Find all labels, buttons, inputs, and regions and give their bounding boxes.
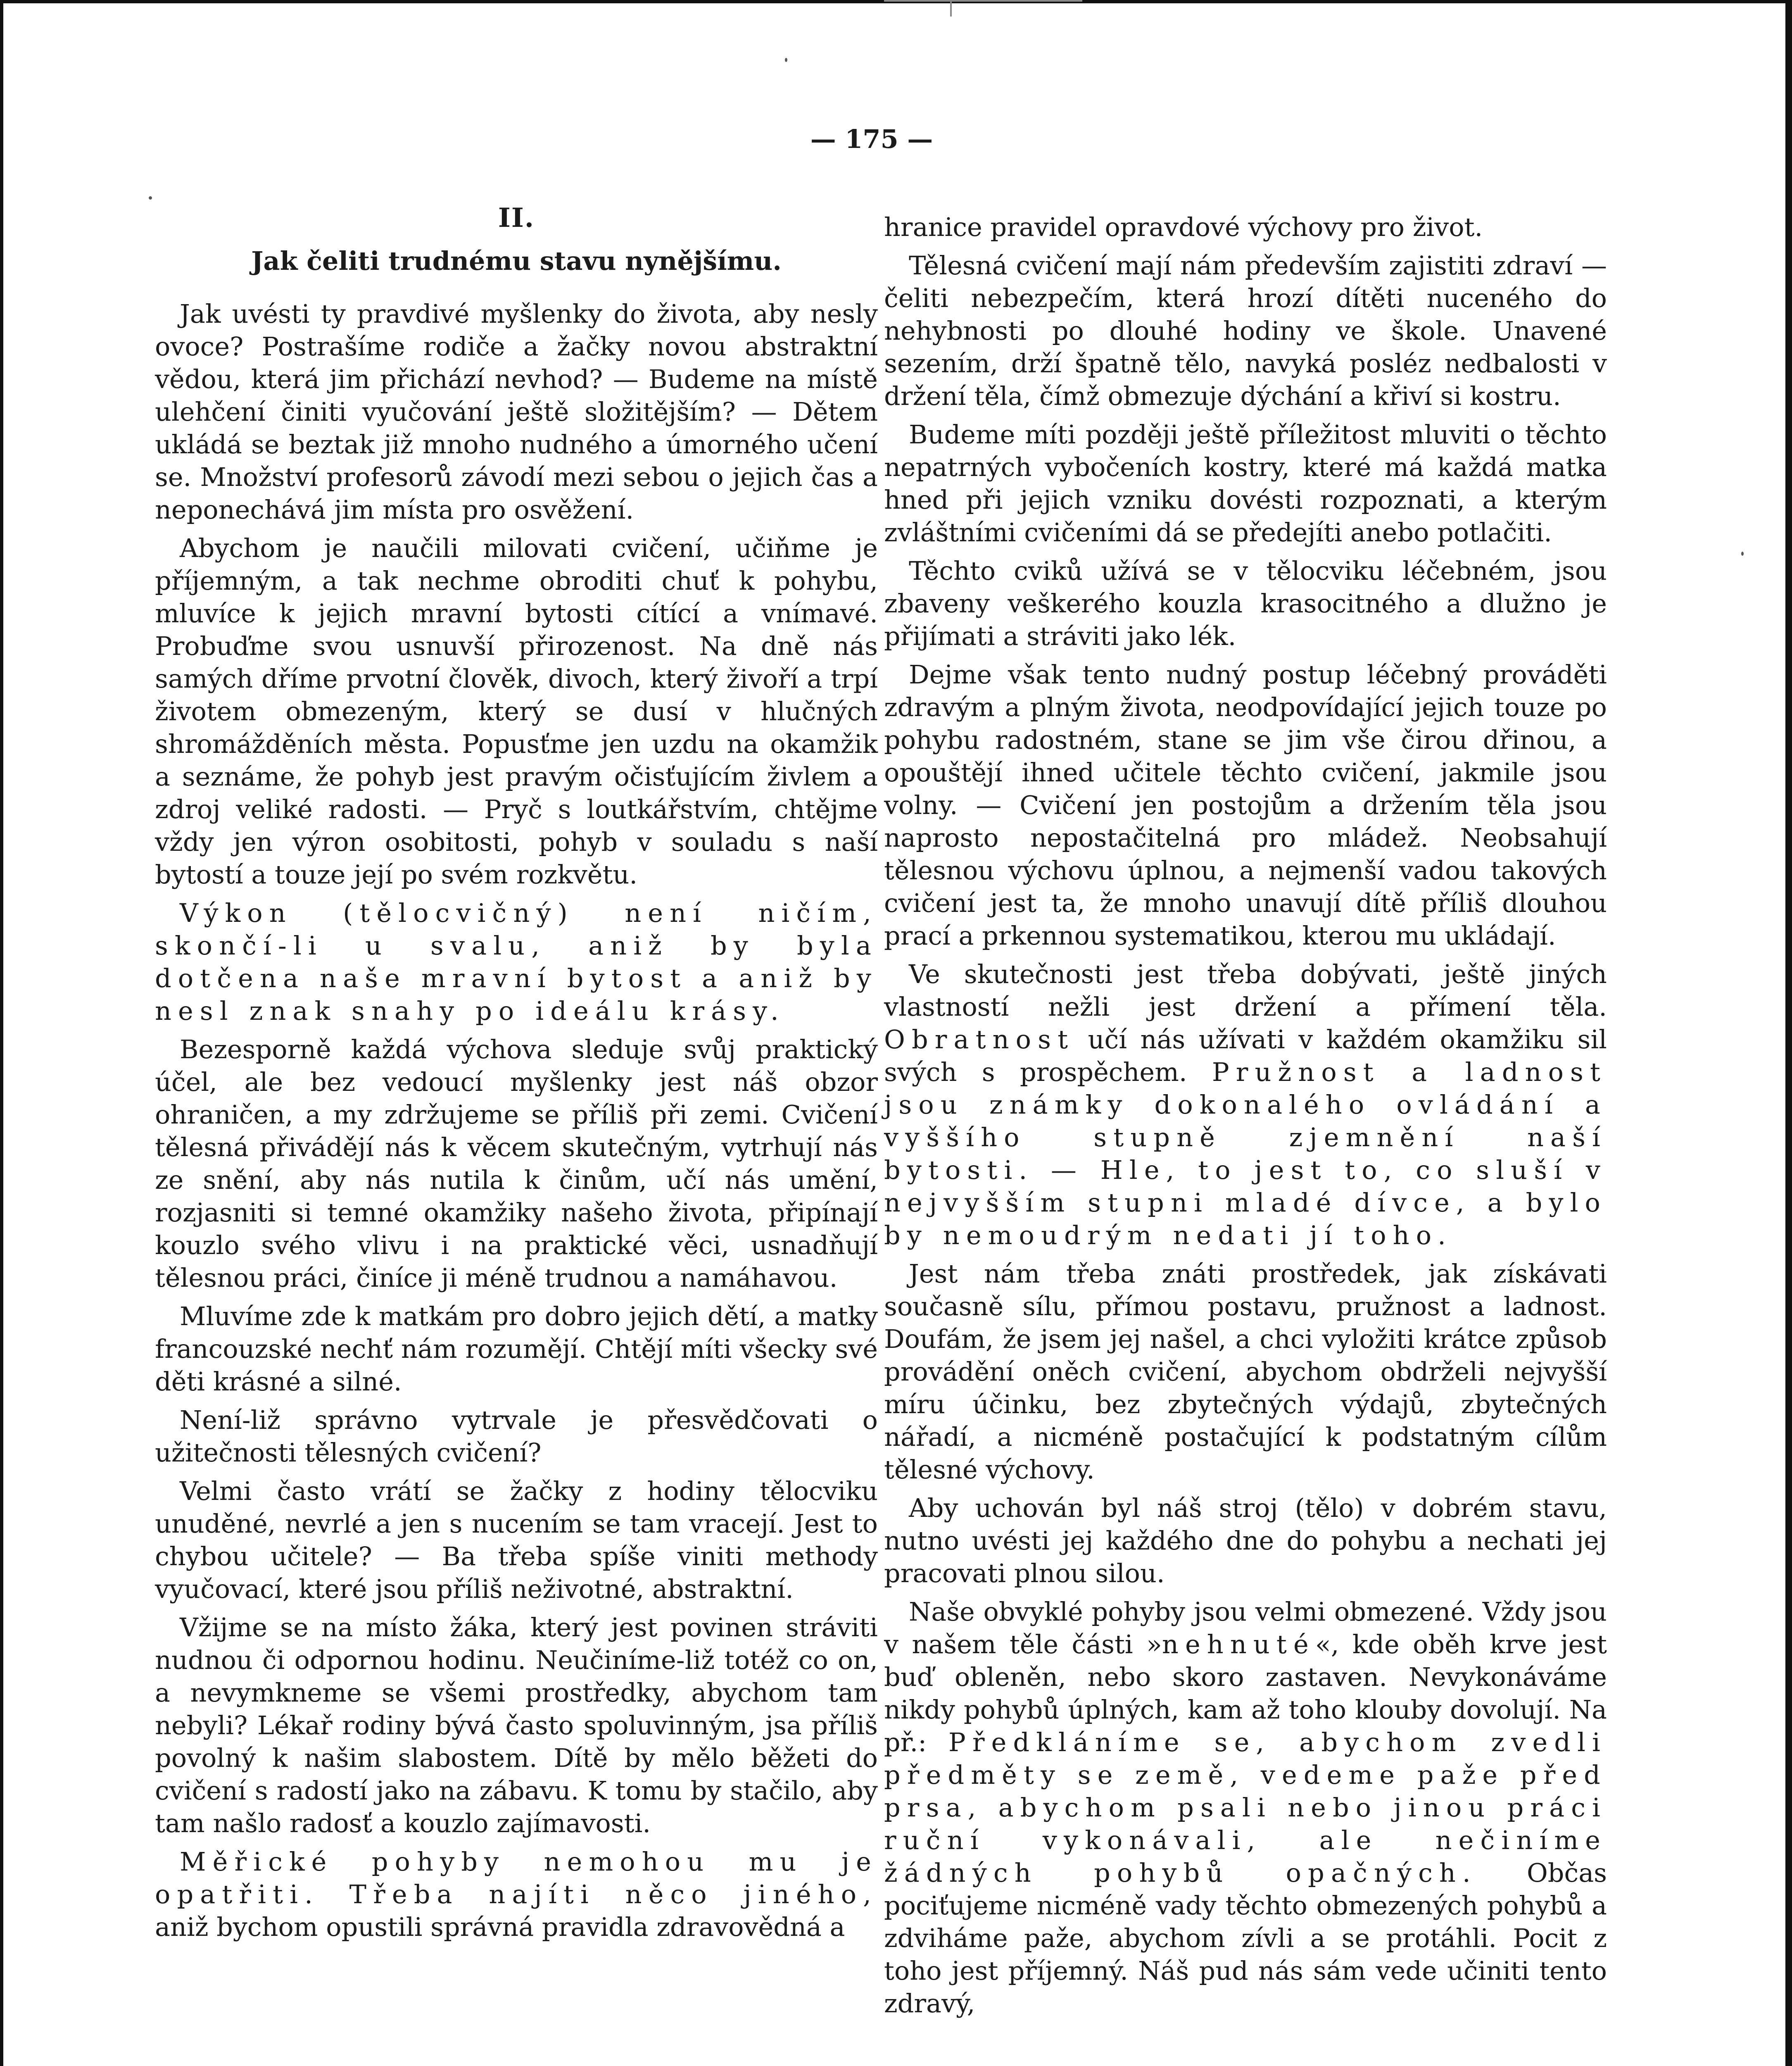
paragraph: Dejme však tento nudný postup léčebný prováděti zdravým a plným života, neodpovídající jejich touze po pohybu radostném, stane se jim vše čirou dřinou, a opouštějí ihned učitele těchto cvičení, jakmile jsou volny. — Cvičení jen postojům a držením těla jsou naprosto nepostačitelná pro mládež. Neobsahují tělesnou výchovu úplnou, a nejmenší vadou takových cvičení jest ta, že mnoho unavují dítě příliš dlouhou prací a prkennou systematikou, kterou mu ukládají. xyxy=(884,659,1607,951)
spaced-text: nehnuté xyxy=(1162,1629,1315,1659)
text: Naše obvyklé pohyby jsou velmi obmezené. Vždy jsou v našem těle části » xyxy=(884,1597,1607,1659)
paragraph: Tělesná cvičení mají nám především zajistiti zdraví — čeliti nebezpečím, která hrozí dítěti nuceného do nehybnosti po dlouhé hodiny ve škole. Unavené sezením, drží špatně tělo, navyká posléz nedbalosti v držení těla, čímž obmezuje dýchání a křiví si kostru. xyxy=(884,250,1607,411)
paragraph xyxy=(884,1595,1607,2020)
text: aniž bychom opustili správná pravidla zdravovědná a xyxy=(155,1912,845,1942)
spaced-text: Předkláníme se, abychom zvedli předměty se země, vedeme paže před prsa, abychom psali nebo jinou práci ruční vykonávali, ale nečiníme žádných pohybů opačných. xyxy=(884,1727,1607,1888)
dust-speck xyxy=(1741,552,1744,556)
spaced-text: Měřické pohyby nemohou mu je opatřiti. Třeba najíti něco jiného, xyxy=(155,1847,878,1909)
paragraph: Těchto cviků užívá se v tělocviku léčebném, jsou zbaveny veškerého kouzla krasocitného a dlužno je přijímati a stráviti jako lék. xyxy=(884,556,1607,651)
right-column xyxy=(884,211,1607,2026)
paragraph: Mluvíme zde k matkám pro dobro jejich dětí, a matky francouzské nechť nám rozumějí. Chtějí míti všecky své děti krásné a silné. xyxy=(155,1301,878,1397)
scan-mark-top-tick xyxy=(950,0,952,17)
spaced-text: Pružnost a ladnost jsou známky dokonalého ovládání a vyššího stupně zjemnění naší bytosti. — Hle, to jest to, co sluší v nejvyšším stupni mladé dívce, a bylo by nemoudrým nedati jí toho. xyxy=(884,1057,1607,1250)
text: učí nás užívati v každém okamžiku sil svých s prospěchem. xyxy=(884,1024,1607,1087)
page-number: — 175 — xyxy=(810,124,933,154)
paragraph: Bezesporně každá výchova sleduje svůj praktický účel, ale bez vedoucí myšlenky jest náš obzor ohraničen, a my zdržujeme se příliš při zemi. Cvičení tělesná přivádějí nás k věcem skutečným, vytrhují nás ze snění, aby nás nutila k činům, učí nás umění, rozjasniti si temné okamžiky našeho života, připínají kouzlo svého vlivu i na praktické věci, usnadňují tělesnou práci, činíce ji méně trudnou a namáhavou. xyxy=(155,1034,878,1293)
text: «, kde oběh krve jest buď obleněn, nebo skoro zastaven. Nevykonáváme nikdy pohybů úplných, kam až toho klouby dovolují. Na př.: xyxy=(884,1629,1607,1757)
paragraph: Abychom je naučili milovati cvičení, učiňme je příjemným, a tak nechme obroditi chuť k pohybu, mluvíce k jejich mravní bytosti cítící a vnímavé. Probuďme svou usnuvší přirozenost. Na dně nás samých dříme prvotní člověk, divoch, který živoří a trpí životem obmezeným, který se dusí v hlučných shromážděních města. Popusťme jen uzdu na okamžik a seznáme, že pohyb jest pravým očisťujícím živlem a zdroj veliké radosti. — Pryč s loutkářstvím, chtějme vždy jen výron osobitosti, pohyb v souladu s naší bytostí a touze její po svém rozkvětu. xyxy=(155,533,878,890)
paragraph xyxy=(884,958,1607,1252)
paragraph: Budeme míti později ještě příležitost mluviti o těchto nepatrných vybočeních kostry, které má každá matka hned při jejich vzniku dovésti rozpoznati, a kterým zvláštními cvičeními dá se předejíti anebo potlačiti. xyxy=(884,419,1607,547)
paragraph: Vžijme se na místo žáka, který jest povinen stráviti nudnou či odpornou hodinu. Neučinímе-liž totéž co on, a nevymkneme se všemi prostředky, abychom tam nebyli? Lékař rodiny bývá často spoluvinným, jsa příliš povolný k našim slabostem. Dítě by mělo běžeti do cvičení s radostí jako na zábavu. K tomu by stačilo, aby tam našlo radosť a kouzlo zajímavosti. xyxy=(155,1612,878,1838)
text: Občas pociťujeme nicméně vady těchto obmezených pohybů a zdviháme paže, abychom zívli a se protáhli. Pocit z toho jest příjemný. Náš pud nás sám vede učiniti tento zdravý, xyxy=(884,1858,1607,2018)
paragraph: Jak uvésti ty pravdivé myšlenky do života, aby nesly ovoce? Postrašíme rodiče a žačky novou abstraktní vědou, která jim přichází nevhod? — Budeme na místě ulehčení činiti vyučování ještě složitějším? — Dětem ukládá se beztak již mnoho nudného a úmorného učení se. Množství profesorů závodí mezi sebou o jejich čas a neponechává jim místa pro osvěžení. xyxy=(155,299,878,525)
paragraph: Velmi často vrátí se žačky z hodiny tělocviku unuděné, nevrlé a jen s nucením se tam vracejí. Jest to chybou učitele? — Ba třeba spíše viniti methody vyučovací, které jsou příliš neživotné, abstraktní. xyxy=(155,1476,878,1604)
paragraph: Není-liž správno vytrvale je přesvědčovati o užitečnosti tělesných cvičení? xyxy=(155,1405,878,1468)
text: Ve skutečnosti jest třeba dobývati, ještě jiných vlastností nežli jest držení a přímení těla. xyxy=(884,959,1607,1022)
spaced-text: Obratnost xyxy=(884,1024,1075,1054)
paragraph xyxy=(155,1845,878,1943)
scan-frame-right xyxy=(1785,0,1792,2066)
paragraph: Jest nám třeba znáti prostředek, jak získávati současně sílu, přímou postavu, pružnost a ladnost. Doufám, že jsem jej našel, a chci vyložiti krátce způsob provádění oněch cvičení, abychom obdrželi nejvyšší míru účinku, bez zbytečných výdajů, zbytečných nářadí, a nicméně postačující k podstatným cílům tělesné výchovy. xyxy=(884,1259,1607,1485)
dust-speck xyxy=(785,58,787,62)
scan-mark-top xyxy=(884,0,1082,2)
section-number: II. xyxy=(498,202,535,233)
left-column xyxy=(155,202,878,1949)
scan-frame-left xyxy=(0,0,3,2066)
paragraph-continued: hranice pravidel opravdové výchovy pro život. xyxy=(884,212,1483,242)
paragraph: Aby uchován byl náš stroj (tělo) v dobrém stavu, nutno uvésti jej každého dne do pohybu a nechati jej pracovati plnou silou. xyxy=(884,1493,1607,1588)
paragraph-spaced: Výkon (tělocvičný) není ničím, skončí-li u svalu, aniž by byla dotčena naše mravní bytost a aniž by nesl znak snahy po ideálu krásy. xyxy=(155,898,878,1026)
section-title: Jak čeliti trudnému stavu nynějšímu. xyxy=(251,246,782,276)
dust-speck xyxy=(149,196,152,200)
